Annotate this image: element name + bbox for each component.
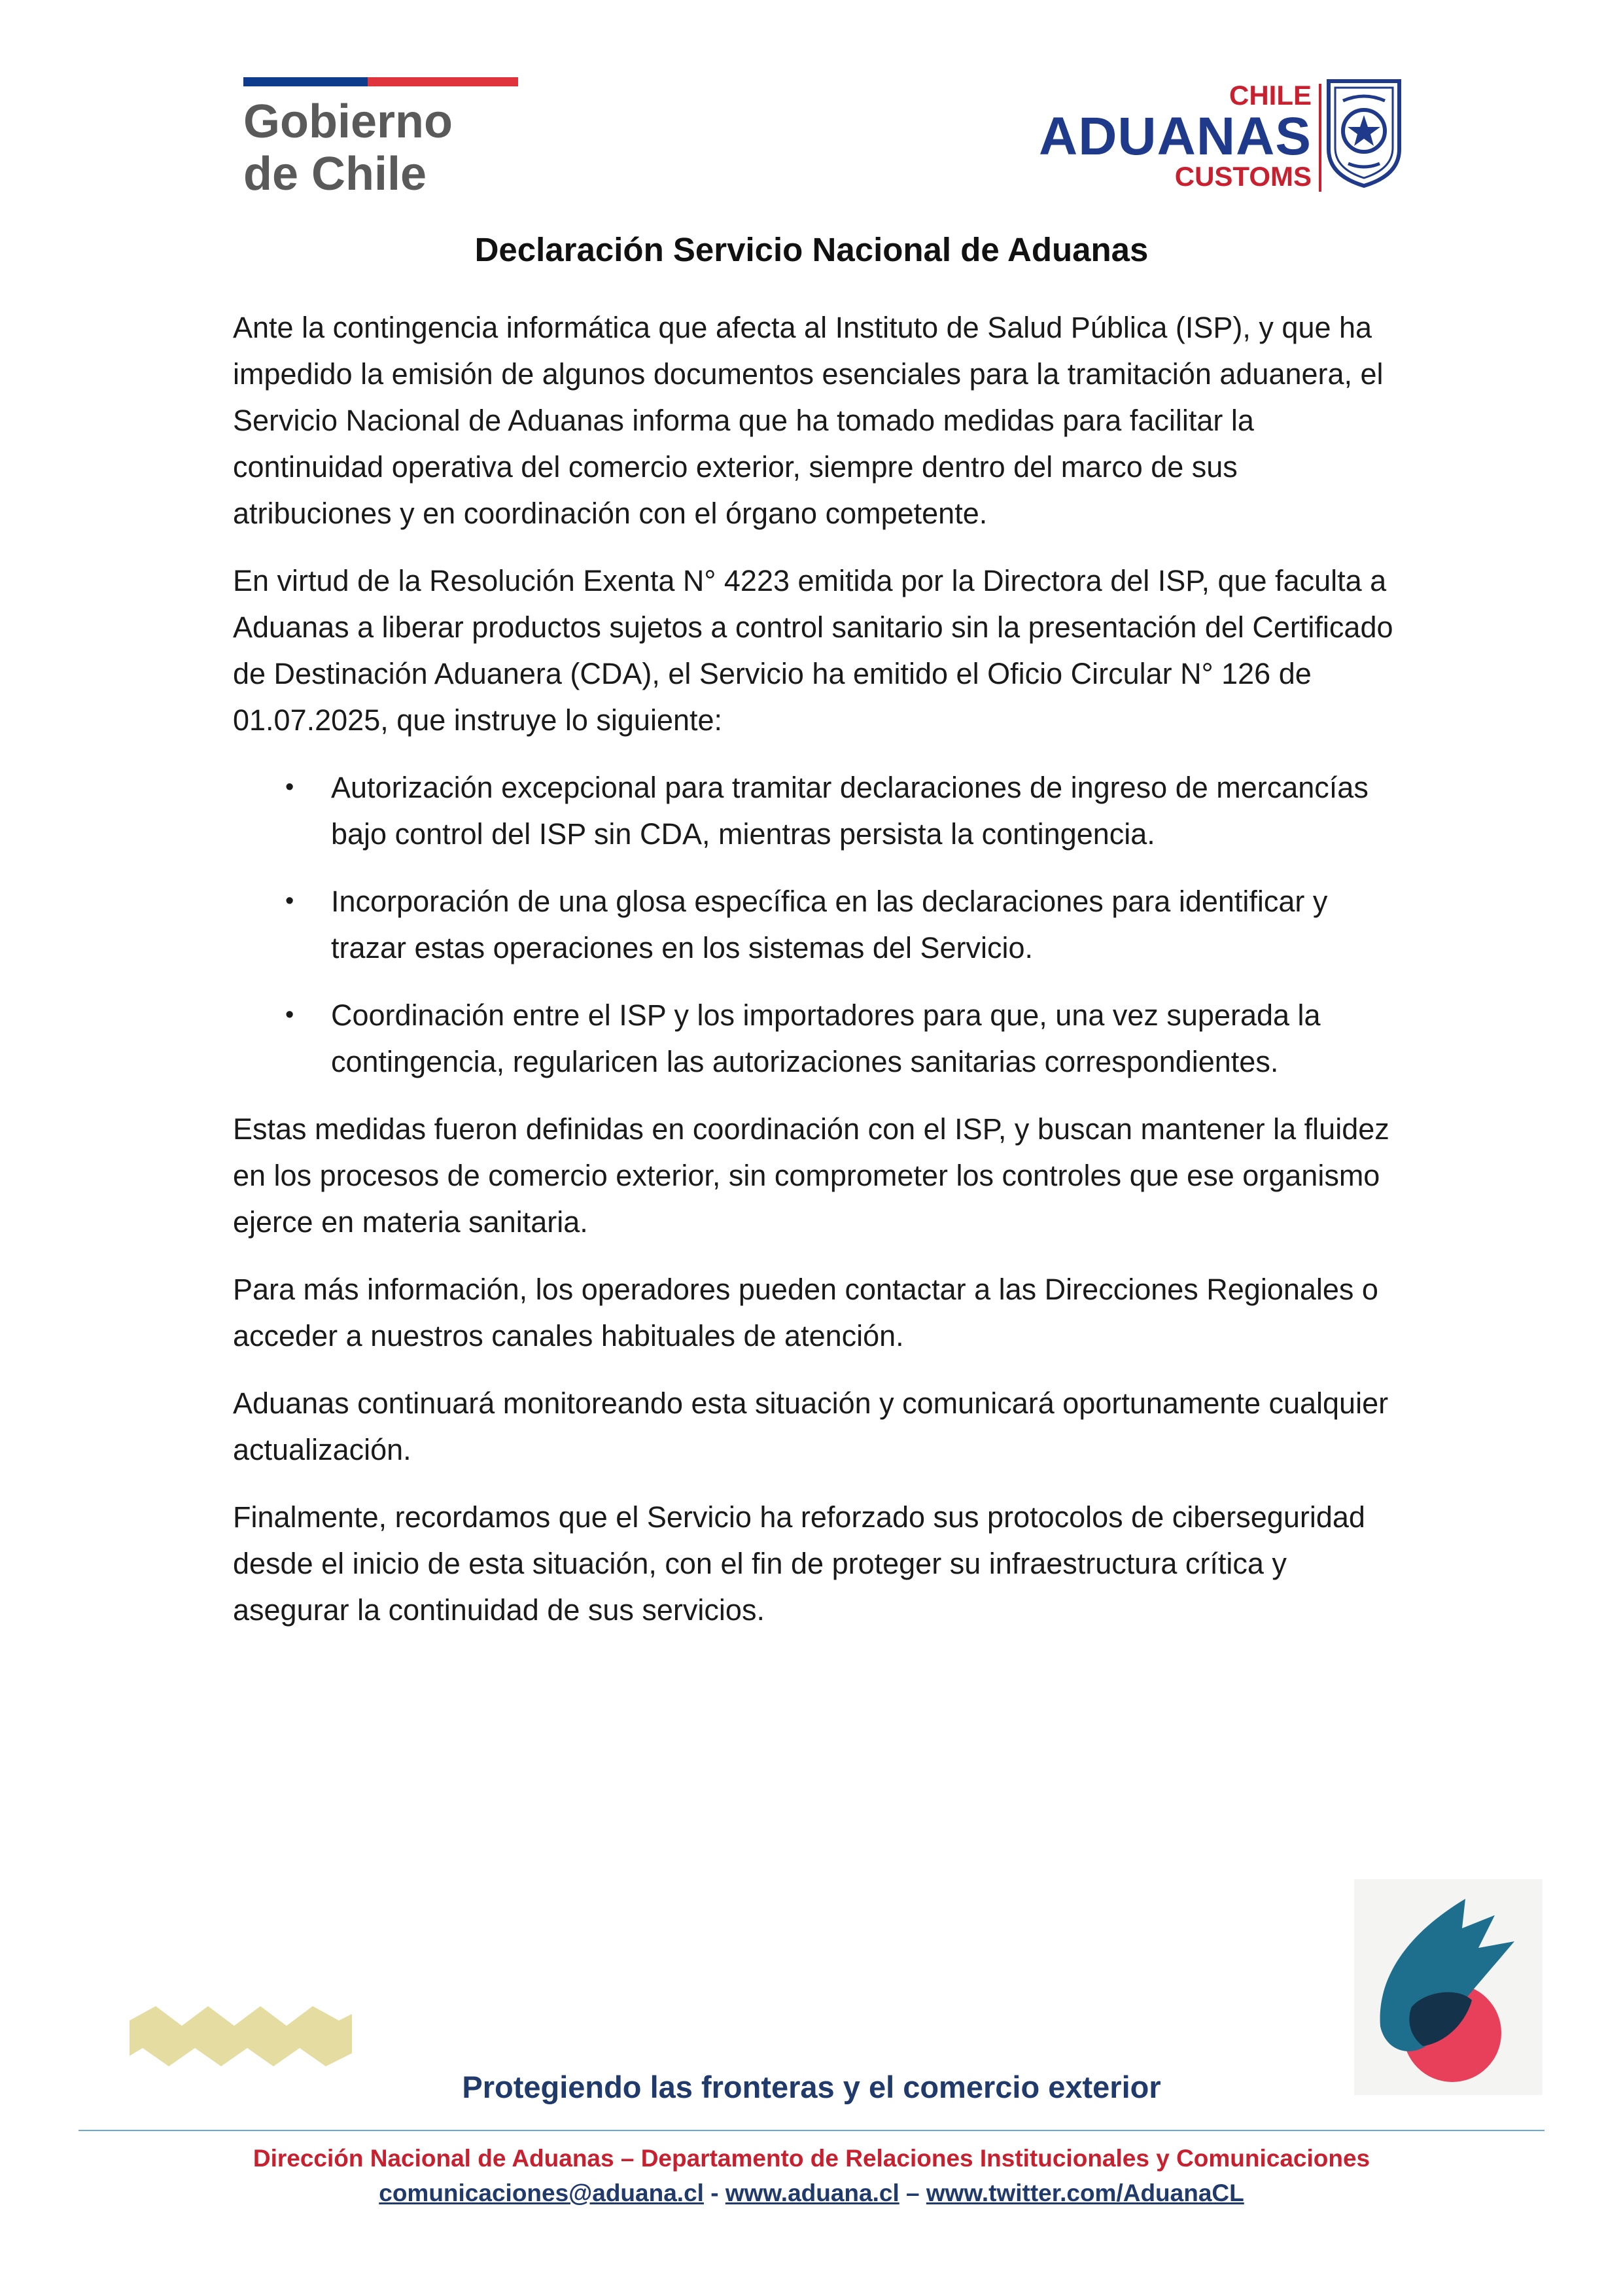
gobierno-de-chile-logo xyxy=(243,77,518,202)
flag-blue-segment xyxy=(243,77,368,86)
link-separator: – xyxy=(899,2180,926,2206)
paragraph: Estas medidas fueron definidas en coordinación con el ISP, y buscan mantener la fluidez en los procesos de comercio exterior, sin comprometer los controles que ese organismo ejerce en materia sanitaria. xyxy=(233,1112,1389,1239)
email-link[interactable]: comunicaciones@aduana.cl xyxy=(379,2180,704,2206)
comet-emblem-icon xyxy=(1354,1879,1543,2095)
footer-links xyxy=(0,2180,1623,2207)
aduanas-logo-chile: CHILE xyxy=(1229,80,1312,111)
twitter-link[interactable]: www.twitter.com/AduanaCL xyxy=(926,2180,1244,2206)
paragraph: Ante la contingencia informática que afecta al Instituto de Salud Pública (ISP), y que ha impedido la emisión de algunos documentos esenciales para la tramitación aduanera, el Servicio Nacional de Aduanas informa que ha tomado medidas para facilitar la continuidad operativa del comercio exterior, siempre dentro del marco de sus atribuciones y en coordinación con el órgano competente. xyxy=(233,311,1384,530)
aduanas-shield-icon xyxy=(1325,77,1403,188)
bullet-icon: • xyxy=(285,887,294,915)
paragraph: En virtud de la Resolución Exenta N° 4223 emitida por la Directora del ISP, que faculta a Aduanas a liberar productos sujetos a control sanitario sin la presentación del Certificado de Destinación Aduanera (CDA), el Servicio ha emitido el Oficio Circular N° 126 de 01.07.2025, que instruye lo siguiente: xyxy=(233,564,1393,737)
footer-organization: Dirección Nacional de Aduanas – Departamento de Relaciones Institucionales y Comunicaciones xyxy=(253,2145,1370,2172)
list-item-text: Coordinación entre el ISP y los importadores para que, una vez superada la contingencia, regularicen las autorizaciones sanitarias correspondientes. xyxy=(331,998,1321,1078)
mountain-wave-decoration xyxy=(130,2001,352,2073)
footer-divider xyxy=(79,2130,1544,2131)
aduanas-chile-logo xyxy=(985,77,1403,195)
list-item xyxy=(233,878,1397,971)
instruction-list xyxy=(233,764,1397,1085)
gobierno-logo-text: Gobierno de Chile xyxy=(243,96,453,200)
footer-slogan: Protegiendo las fronteras y el comercio exterior xyxy=(462,2070,1161,2104)
bullet-icon: • xyxy=(285,1001,294,1029)
link-separator: - xyxy=(703,2180,725,2206)
list-item xyxy=(233,992,1397,1085)
flag-red-segment xyxy=(368,77,518,86)
paragraph: Aduanas continuará monitoreando esta situación y comunicará oportunamente cualquier actualización. xyxy=(233,1386,1389,1466)
gobierno-flag-bar xyxy=(243,77,518,86)
document-body xyxy=(233,304,1397,1654)
list-item-text: Autorización excepcional para tramitar declaraciones de ingreso de mercancías bajo control del ISP sin CDA, mientras persista la contingencia. xyxy=(331,771,1369,851)
list-item-text: Incorporación de una glosa específica en las declaraciones para identificar y trazar estas operaciones en los sistemas del Servicio. xyxy=(331,885,1328,964)
document-title: Declaración Servicio Nacional de Aduanas xyxy=(474,231,1149,268)
aduanas-logo-main: ADUANAS xyxy=(1039,107,1312,166)
bullet-icon: • xyxy=(285,773,294,801)
paragraph: Finalmente, recordamos que el Servicio ha reforzado sus protocolos de ciberseguridad desde el inicio de esta situación, con el fin de proteger su infraestructura crítica y asegurar la continuidad de sus servicios. xyxy=(233,1500,1365,1627)
aduanas-logo-divider xyxy=(1319,84,1321,192)
list-item xyxy=(233,764,1397,857)
aduanas-logo-customs: CUSTOMS xyxy=(1174,161,1312,192)
paragraph: Para más información, los operadores pueden contactar a las Direcciones Regionales o acceder a nuestros canales habituales de atención. xyxy=(233,1273,1378,1352)
website-link[interactable]: www.aduana.cl xyxy=(725,2180,899,2206)
